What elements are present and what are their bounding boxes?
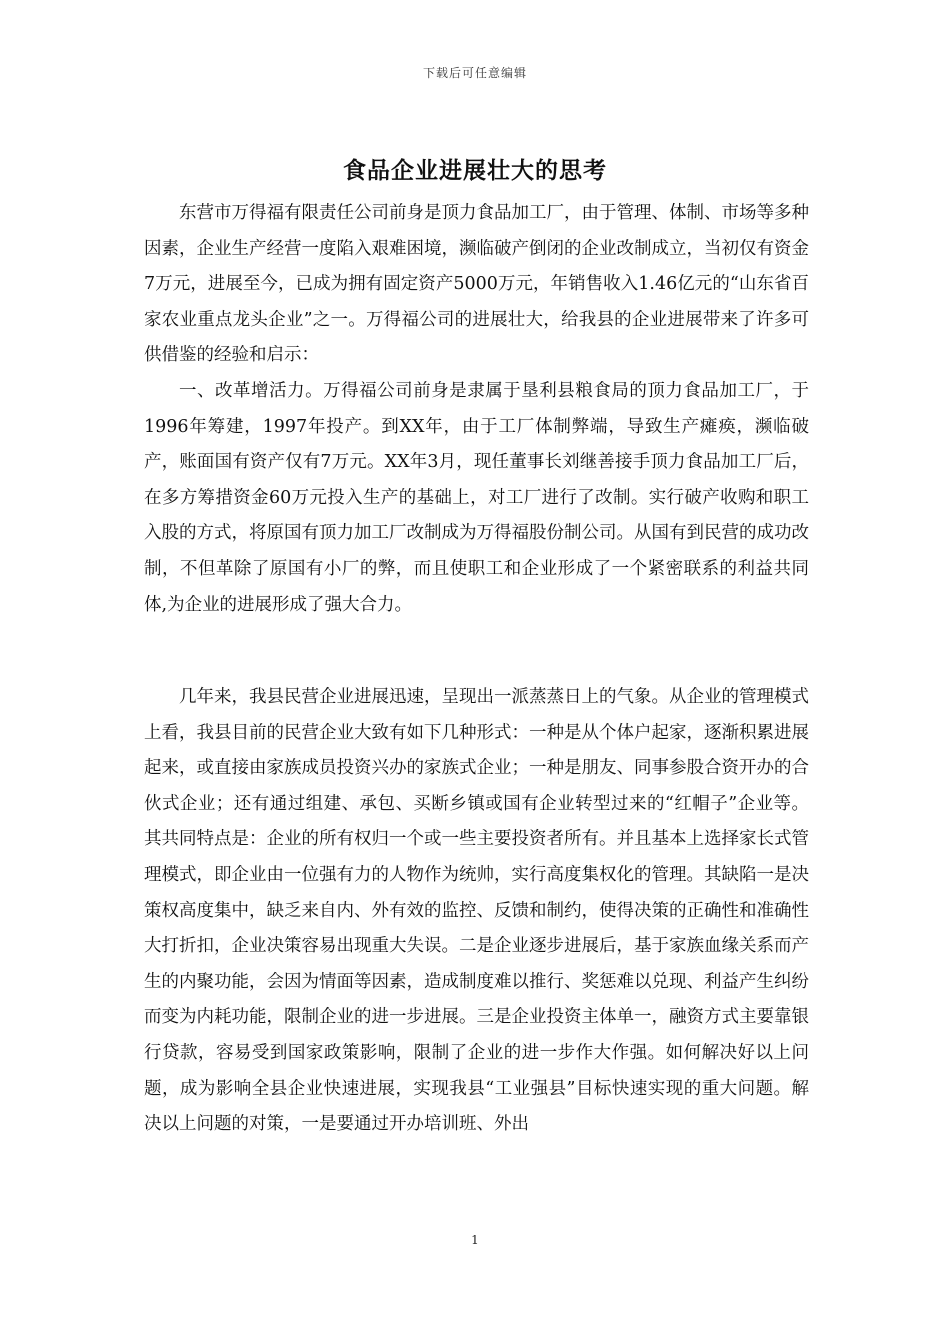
paragraph-intro: 东营市万得福有限责任公司前身是顶力食品加工厂，由于管理、体制、市场等多种因素，企业生产经营一度陷入艰难困境，濒临破产倒闭的企业改制成立，当初仅有资金7万元，进展至今，已成为拥有固定资产5000万元，年销售收入1.46亿元的“山东省百家农业重点龙头企业”之一。万得福公司的进展壮大，给我县的企业进展带来了许多可供借鉴的经验和启示： xyxy=(144,203,809,366)
paragraph-reform: 一、改革增活力。万得福公司前身是隶属于垦利县粮食局的顶力食品加工厂，于1996年筹建，1997年投产。到XX年，由于工厂体制弊端，导致生产瘫痪，濒临破产，账面国有资产仅有7万元。XX年3月，现任董事长刘继善接手顶力食品加工厂后，在多方筹措资金60万元投入生产的基础上，对工厂进行了改制。实行破产收购和职工入股的方式，将原国有顶力加工厂改制成为万得福股份制公司。从国有到民营的成功改制，不但革除了原国有小厂的弊，而且使职工和企业形成了一个紧密联系的利益共同体,为企业的进展形成了强大合力。 xyxy=(144,380,809,615)
header-note: 下载后可任意编辑 xyxy=(422,66,527,80)
document-title: 食品企业进展壮大的思考 xyxy=(343,158,607,184)
paragraph-private-enterprise: 几年来，我县民营企业进展迅速，呈现出一派蒸蒸日上的气象。从企业的管理模式上看，我县目前的民营企业大致有如下几种形式：一种是从个体户起家，逐渐积累进展起来，或直接由家族成员投资兴办的家族式企业；一种是朋友、同事参股合资开办的合伙式企业；还有通过组建、承包、买断乡镇或国有企业转型过来的“红帽子”企业等。其共同特点是：企业的所有权归一个或一些主要投资者所有。并且基本上选择家长式管理模式，即企业由一位强有力的人物作为统帅，实行高度集权化的管理。其缺陷一是决策权高度集中，缺乏来自内、外有效的监控、反馈和制约，使得决策的正确性和准确性大打折扣，企业决策容易出现重大失误。二是企业逐步进展后，基于家族血缘关系而产生的内聚功能，会因为情面等因素，造成制度难以推行、奖惩难以兑现、利益产生纠纷而变为内耗功能，限制企业的进一步进展。三是企业投资主体单一，融资方式主要靠银行贷款，容易受到国家政策影响，限制了企业的进一步作大作强。如何解决好以上问题，成为影响全县企业快速进展，实现我县“工业强县”目标快速实现的重大问题。解决以上问题的对策，一是要通过开办培训班、外出 xyxy=(144,687,809,1135)
body-block-lower xyxy=(144,680,809,1143)
body-block-upper xyxy=(144,196,809,623)
page-number: 1 xyxy=(471,1233,479,1247)
